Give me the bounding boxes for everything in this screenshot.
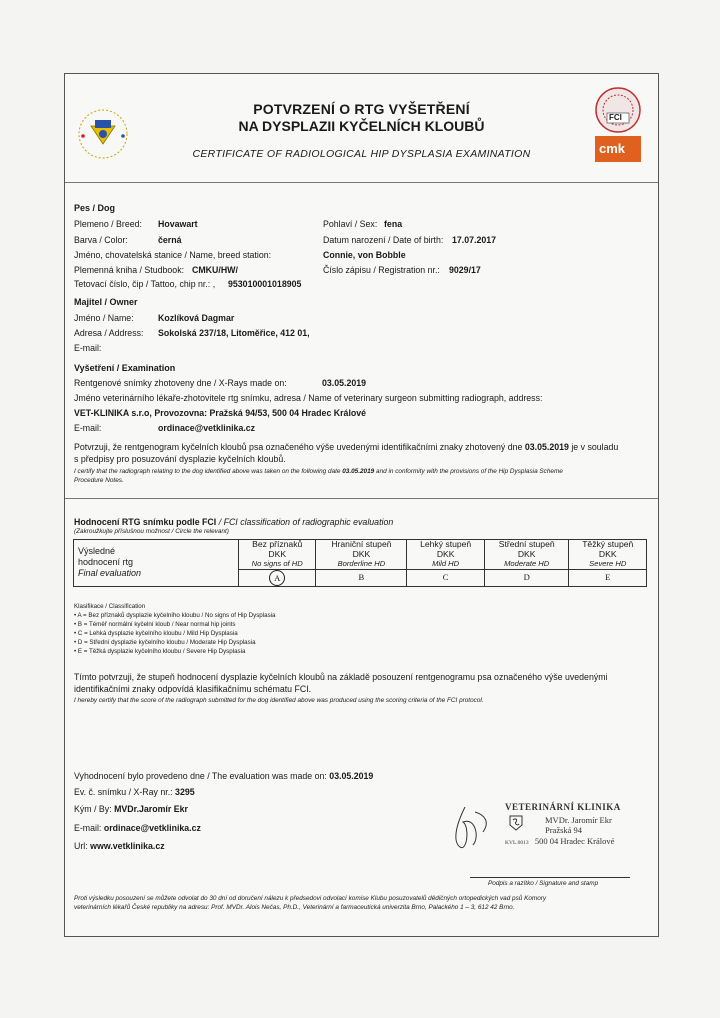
- registration-value: 9029/17: [449, 265, 481, 275]
- vet-label: Jméno veterinárního lékaře-zhotovitele rtg snímku, adresa / Name of veterinary surgeon submitting radiograph, address:: [74, 393, 543, 403]
- grade-header-a: Bez příznaků DKK No signs of HD: [239, 540, 316, 570]
- stamp-line-1: VETERINÁRNÍ KLINIKA: [505, 802, 621, 812]
- confirm-en-line-2: Procedure Notes.: [74, 477, 124, 484]
- evaluation-date-line: [74, 771, 373, 781]
- stamp-line-4: [505, 836, 621, 846]
- breed-value: Hovawart: [158, 219, 198, 229]
- color-label: Barva / Color:: [74, 235, 128, 245]
- stamp-line-2: MVDr. Jaromír Ekr: [545, 815, 612, 825]
- confirm-en-line-1: [74, 468, 563, 475]
- owner-name-value: Kozlíková Dagmar: [158, 313, 235, 323]
- evaluation-note: (Zakroužkujte příslušnou možnost / Circle the relevant): [74, 528, 229, 535]
- breed-label: Plemeno / Breed:: [74, 219, 142, 229]
- appeal-line-1: Proti výsledku posouzení se můžete odvolat do 30 dní od doručení nálezu k předsedovi odvolací komise Klubu posuzovatelů dědičných ortopedických vad psů Komory: [74, 895, 547, 902]
- confirm-cz-line-1: [74, 442, 618, 452]
- exam-heading: Vyšetření / Examination: [74, 363, 176, 373]
- vet-value: VET-KLINIKA s.r.o, Provozovna: Pražská 94/53, 500 04 Hradec Králové: [74, 408, 367, 418]
- subtitle: CERTIFICATE OF RADIOLOGICAL HIP DYSPLASIA EXAMINATION: [192, 148, 531, 160]
- tattoo-value: 953010001018905: [228, 279, 302, 289]
- cmkcr-logo-text: cmk: [599, 141, 626, 156]
- evaluator-label: Kým / By:: [74, 804, 112, 814]
- footer-email-label: E-mail:: [74, 823, 102, 833]
- evaluation-date-value: 03.05.2019: [329, 771, 374, 781]
- signature-line: [470, 877, 630, 878]
- name-breed-station-label: Jméno, chovatelská stanice / Name, breed station:: [74, 250, 272, 260]
- exam-email-label: E-mail:: [74, 423, 102, 433]
- classification-heading: Klasifikace / Classification: [74, 603, 146, 610]
- registration-label: Číslo zápisu / Registration nr.:: [323, 265, 440, 275]
- dog-name-value: Connie, von Bobble: [323, 250, 406, 260]
- studbook-label: Plemenná kniha / Studbook:: [74, 265, 185, 275]
- confirm-en-date: 03.05.2019: [342, 468, 375, 475]
- divider: [65, 182, 658, 183]
- confirm-cz-text-b: je v souladu: [571, 442, 619, 452]
- footer-url-line: [74, 841, 165, 851]
- owner-heading: Majitel / Owner: [74, 297, 138, 307]
- classification-item: • E = Těžká dysplazie kyčelního kloubu / Severe Hip Dysplasia: [74, 648, 246, 655]
- grade-e[interactable]: E: [569, 569, 647, 586]
- footer-url-value[interactable]: www.vetklinika.cz: [90, 841, 165, 851]
- appeal-line-2: veterinárních lékařů České republiky na adresu: Prof. MVDr. Alois Nečas, Ph.D., Veterinární a farmaceutická univerzita Brno, Palackého 1 – 3, 612 42 Brno.: [74, 904, 515, 911]
- dob-value: 17.07.2017: [452, 235, 497, 245]
- certificate-frame: [64, 73, 659, 937]
- sex-value: fena: [384, 219, 403, 229]
- grade-d[interactable]: D: [484, 569, 569, 586]
- fci-evaluation-table: [73, 539, 647, 587]
- confirm-cz-line-2: s předpisy pro posuzování dysplazie kyčelních kloubů.: [74, 454, 286, 464]
- owner-address-label: Adresa / Address:: [74, 328, 144, 338]
- exam-email-value: ordinace@vetklinika.cz: [158, 423, 256, 433]
- fci-logo-text: FCI: [609, 113, 622, 122]
- final-evaluation-label: [74, 540, 239, 587]
- evaluation-date-label: Vyhodnocení bylo provedeno dne / The evaluation was made on:: [74, 771, 327, 781]
- tattoo-label: Tetovací číslo, čip / Tattoo, chip nr.: ,: [74, 279, 216, 289]
- confirm-en-text-b: and in conformity with the provisions of the Hip Dysplasia Scheme: [376, 468, 563, 475]
- owner-address-value: Sokolská 237/18, Litoměřice, 412 01,: [158, 328, 310, 338]
- stamp-emblem-icon: [509, 815, 523, 831]
- grade-b[interactable]: B: [316, 569, 407, 586]
- confirm-cz-date: 03.05.2019: [524, 442, 569, 452]
- owner-email-label: E-mail:: [74, 343, 102, 353]
- grade-a-circle: A: [269, 570, 285, 586]
- evaluation-heading-rest: / FCI classification of radiographic evaluation: [218, 517, 394, 527]
- classification-item: • C = Lehká dysplazie kyčelního kloubu / Mild Hip Dysplasia: [74, 630, 238, 637]
- footer-email-value[interactable]: ordinace@vetklinika.cz: [103, 823, 201, 833]
- grade-header-c: Lehký stupeň DKK Mild HD: [407, 540, 484, 570]
- color-value: černá: [158, 235, 182, 245]
- classification-item: • B = Téměř normální kyčelní kloub / Near normal hip joints: [74, 621, 236, 628]
- dob-label: Datum narození / Date of birth:: [323, 235, 444, 245]
- grade-header-b: Hraniční stupeň DKK Borderline HD: [316, 540, 407, 570]
- dog-heading: Pes / Dog: [74, 203, 116, 213]
- grade-header-d: Střední stupeň DKK Moderate HD: [484, 540, 569, 570]
- footer-url-label: Url:: [74, 841, 88, 851]
- title-line-2: NA DYSPLAZII KYČELNÍCH KLOUBŮ: [238, 118, 485, 134]
- evaluation-heading-bold: Hodnocení RTG snímku podle FCI: [74, 517, 217, 527]
- divider: [65, 498, 658, 499]
- xray-date-label: Rentgenové snímky zhotoveny dne / X-Rays made on:: [74, 378, 287, 388]
- final-evaluation-label-2: hodnocení rtg: [78, 557, 134, 568]
- grade-c[interactable]: C: [407, 569, 484, 586]
- evaluator-line: [74, 804, 188, 814]
- xray-number-label: Ev. č. snímku / X-Ray nr.:: [74, 787, 173, 797]
- xray-number-value: 3295: [175, 787, 195, 797]
- evaluation-heading: [74, 517, 393, 527]
- xray-date-value: 03.05.2019: [322, 378, 367, 388]
- owner-name-label: Jméno / Name:: [74, 313, 134, 323]
- table-row: [74, 540, 647, 570]
- final-evaluation-label-1: Výsledné: [78, 546, 116, 557]
- sex-label: Pohlaví / Sex:: [323, 219, 378, 229]
- confirm-cz-text-a: Potvrzuji, že rentgenogram kyčelních kloubů psa označeného výše uvedenými identifikačními znaky zhotovený dne: [74, 442, 523, 452]
- certify-en: I hereby certify that the score of the radiograph submitted for the dog identified above was produced using the scoring criteria of the FCI protocol.: [74, 697, 484, 704]
- certify-cz-line-1: Tímto potvrzuji, že stupeň hodnocení dysplazie kyčelních kloubů na základě posouzení rentgenogramu psa označeného výše uvedenými: [74, 672, 608, 682]
- grade-a-selected[interactable]: [239, 569, 316, 586]
- title-line-1: POTVRZENÍ O RTG VYŠETŘENÍ: [253, 101, 470, 117]
- stamp-address: 500 04 Hradec Králové: [534, 836, 615, 846]
- classification-item: • A = Bez příznaků dysplazie kyčelního kloubu / No signs of Hip Dysplasia: [74, 612, 276, 619]
- stamp-line-3: Pražská 94: [545, 825, 583, 835]
- signature-caption: Podpis a razítko / Signature and stamp: [488, 880, 599, 887]
- grade-header-e: Těžký stupeň DKK Severe HD: [569, 540, 647, 570]
- final-evaluation-label-3: Final evaluation: [78, 568, 142, 579]
- signature: [445, 797, 505, 857]
- xray-number-line: [74, 787, 195, 797]
- studbook-value: CMKU/HW/: [192, 265, 238, 275]
- footer-email-line: [74, 823, 201, 833]
- confirm-en-text-a: I certify that the radiograph relating to the dog identified above was taken on the following date: [74, 468, 341, 475]
- classification-item: • D = Střední dysplazie kyčelního kloubu / Moderate Hip Dysplasia: [74, 639, 256, 646]
- evaluator-value: MVDr.Jaromír Ekr: [114, 804, 188, 814]
- certify-cz-line-2: identifikačními znaky odpovídá klasifikačnímu schématu FCI.: [74, 684, 312, 694]
- stamp-code: KVL.0013: [505, 840, 529, 846]
